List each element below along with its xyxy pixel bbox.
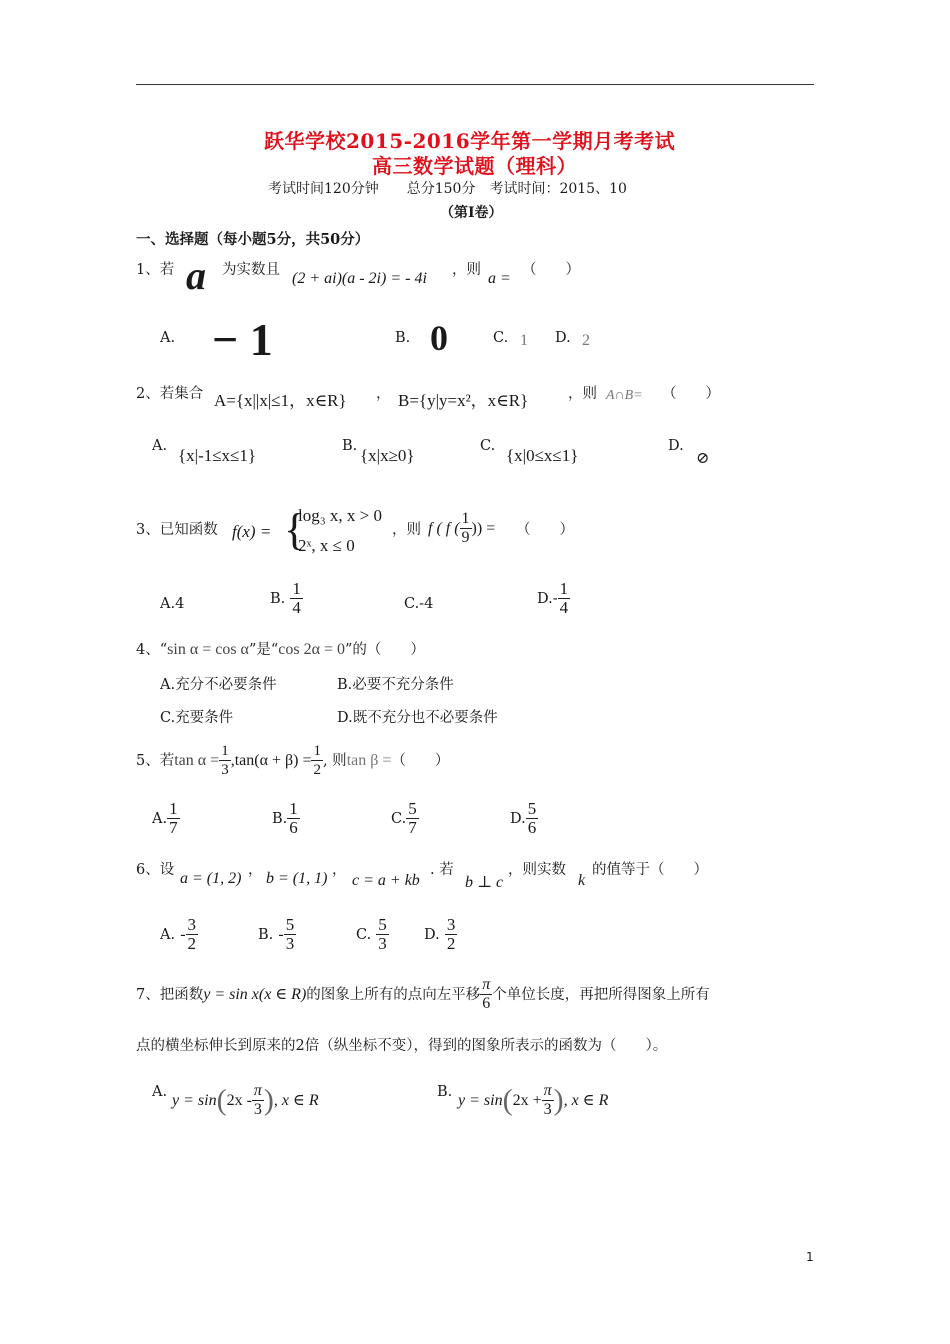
q5-option-a-fraction [167,800,180,837]
q5-option-b-fraction [287,800,300,837]
q7-option-b-denominator: 3 [543,1101,552,1118]
q6-number: 6、设 [136,862,175,878]
q2-option-b-label: B. [342,438,358,454]
q6-option-a-label: A. [160,927,176,943]
q6-option-b-label: B. [258,927,274,943]
question-5 [136,742,449,779]
q1-text: 为实数且 [222,262,280,278]
q4-expr-1: sin α = cos α [167,641,249,658]
q1-option-a-value: − 1 [212,314,273,365]
q3-fx: f(x) = [232,522,272,541]
q3-option-d-label: D.- [537,591,558,607]
q6-vector-b: b = (1, 1) [266,870,328,887]
q3-option-b-numerator: 1 [292,579,301,598]
q5-option-b [272,800,300,837]
q7-option-b-close-paren: ) [553,1083,564,1117]
q6-option-c-denominator: 3 [378,934,387,953]
q7-option-b-prefix: y = sin [458,1092,503,1109]
q5-option-c-denominator: 7 [408,818,417,837]
q5-ask: tan β = [346,752,392,769]
q6-option-d-fraction [445,916,458,953]
q6-option-a-sign: - [180,926,186,943]
q7-shift-fraction [480,976,492,1013]
q4-expr-2: cos 2α = 0 [278,641,345,658]
q7-option-b-label: B. [437,1084,453,1100]
q5-option-a-label: A. [152,811,168,827]
q7-option-a-open-paren: ( [216,1083,227,1117]
q5-option-a-numerator: 1 [169,799,178,818]
q7-option-b [458,1082,608,1119]
q1-number: 1、若 [136,262,175,278]
q1-option-d-label: D. [555,330,571,346]
q4-mid: ”是“ [248,642,279,658]
q6-option-b [258,916,296,953]
q1-blank: （ ） [522,262,580,278]
q6-option-c [356,916,389,953]
q5-number: 5、若 [136,753,175,769]
q5-denominator-2: 2 [313,762,321,778]
q5-option-d-fraction [526,800,539,837]
q6-vector-c: c = a + kb [352,872,420,889]
q5-tan-alpha: tan α = [174,752,220,769]
q7-text-2: 个单位长度，再把所得图象上所有 [492,987,710,1003]
q7-option-a-close-paren: ) [263,1083,274,1117]
q6-perp: b ⊥ c [465,874,504,891]
q6-option-a-numerator: 3 [187,915,197,934]
q1-ask: a = [488,270,511,287]
q3-then: ，则 [392,522,421,538]
q2-option-a-value: {x|-1≤x≤1} [178,446,257,465]
q7-option-a-prefix: y = sin [172,1092,217,1109]
q7-option-a-denominator: 3 [253,1101,262,1118]
q3-ask-numerator: 1 [461,510,470,527]
q1-option-b-label: B. [395,330,411,346]
q7-option-b-inner: 2x + [512,1092,542,1109]
q1-equation: (2 + ai)(a - 2i) = - 4i [292,270,427,287]
q2-then: ，则 [568,386,597,402]
q5-mid: ,tan(α + β) = [230,752,312,769]
q4-end: ”的（ ） [345,642,425,658]
q3-option-d-fraction [558,580,571,617]
q6-option-b-denominator: 3 [285,934,295,953]
q7-text-1: 的图象上所有的点向左平移 [306,987,481,1003]
q6-if: . 若 [430,862,454,878]
q7-option-b-tail: , x ∈ R [563,1092,609,1109]
q7-option-a-tail: , x ∈ R [273,1092,319,1109]
q5-blank: （ ） [391,753,450,769]
q3-ask-denominator: 9 [461,529,470,546]
q6-option-a-fraction [186,916,199,953]
q3-option-b-fraction [290,580,303,617]
q6-option-c-fraction [376,916,389,953]
q2-set-a: A={x||x|≤1，x∈R} [214,391,347,410]
exam-title-line2: 高三数学试题（理科） [372,154,577,178]
q1-option-c-value: 1 [520,332,528,349]
q5-option-c-numerator: 5 [408,799,417,818]
question-4 [136,638,425,659]
q2-number: 2、若集合 [136,386,204,402]
q3-option-d-denominator: 4 [559,598,569,617]
q2-option-b-value: {x|x≥0} [360,446,415,465]
q4-option-a: A.充分不必要条件 [160,677,277,693]
q2-blank: （ ） [662,386,720,402]
q3-option-d-numerator: 1 [559,579,569,598]
q3-ask-pre: f ( f ( [428,520,460,537]
q6-option-c-label: C. [356,927,372,943]
q6-option-b-sign: - [278,926,284,943]
q7-line-2: 点的横坐标伸长到原来的2倍（纵坐标不变），得到的图象所表示的函数为（ ）。 [136,1038,668,1054]
q7-domain: (x ∈ R) [258,986,307,1003]
q7-shift-denominator: 6 [482,995,491,1012]
q6-option-d [424,916,457,953]
q6-option-d-numerator: 3 [446,915,456,934]
q5-denominator-1: 3 [221,762,229,778]
q5-option-d-numerator: 5 [527,799,537,818]
q3-option-b-label: B. [270,591,286,607]
q7-option-a-numerator: π [253,1082,262,1099]
q6-option-d-denominator: 2 [446,934,456,953]
q6-k: k [578,872,586,889]
q5-option-d-denominator: 6 [527,818,537,837]
q6-option-d-label: D. [424,927,440,943]
q5-option-d-label: D. [510,811,526,827]
q5-option-a [152,800,180,837]
q1-then: ，则 [452,262,481,278]
header-rule [136,84,814,85]
q7-shift-numerator: π [482,976,491,993]
q3-case-1: log₃ x, x > 0 [298,506,382,525]
q3-number: 3、已知函数 [136,522,218,538]
q5-option-a-denominator: 7 [169,818,178,837]
q3-blank: （ ） [516,522,574,538]
q2-option-d-label: D. [668,438,684,454]
q1-option-d-value: 2 [582,332,590,349]
q3-option-d [537,580,570,617]
q3-ask [428,510,495,547]
q5-option-b-denominator: 6 [289,818,298,837]
q5-fraction-2 [311,742,323,779]
question-7-line-1 [136,976,710,1013]
q3-option-b [270,580,303,617]
question-1 [136,258,174,279]
q7-option-a-fraction [252,1082,264,1119]
q5-option-c-fraction [406,800,419,837]
q7-option-b-fraction [542,1082,554,1119]
q5-option-b-label: B. [272,811,288,827]
q5-then: , 则 [322,753,347,769]
q7-number: 7、把函数 [136,987,204,1003]
q6-option-b-numerator: 5 [285,915,295,934]
q6-sep-2: ， [332,862,347,878]
q3-option-b-denominator: 4 [292,598,301,617]
q5-fraction-1 [219,742,231,779]
q3-brace: { [284,505,306,554]
q3-option-a: A.4 [160,596,185,612]
page-number: 1 [806,1250,814,1264]
q5-option-b-numerator: 1 [289,799,298,818]
exam-info: 考试时间120分钟 总分150分 考试时间：2015、10 [268,181,627,197]
q6-option-a-denominator: 2 [187,934,197,953]
q4-number: 4、“ [136,642,168,658]
q3-ask-post: )) = [471,520,496,537]
q5-option-c [391,800,419,837]
exam-title-line1: 跃华学校2015-2016学年第一学期月考考试 [264,129,676,153]
q4-option-c: C.充要条件 [160,710,234,726]
q5-option-c-label: C. [391,811,407,827]
q2-option-a-label: A. [152,438,168,454]
q7-option-a-inner: 2x - [226,1092,252,1109]
q6-option-b-fraction [284,916,297,953]
q6-vector-a: a = (1, 2) [180,870,242,887]
q1-option-c-label: C. [493,330,509,346]
q6-end: 的值等于（ ） [592,862,708,878]
q2-option-d-value: ⊘ [696,450,710,467]
q3-ask-fraction [460,510,472,547]
q2-option-c-value: {x|0≤x≤1} [506,446,579,465]
q5-numerator-1: 1 [221,743,229,759]
q7-option-b-numerator: π [543,1082,552,1099]
q2-ask: A∩B= [606,388,643,403]
q7-option-a [172,1082,319,1119]
q4-option-d: D.既不充分也不必要条件 [337,710,498,726]
q6-sep-1: ， [248,862,263,878]
q4-option-b: B.必要不充分条件 [337,677,454,693]
q7-option-b-open-paren: ( [502,1083,513,1117]
q6-option-c-numerator: 5 [378,915,387,934]
q3-case-2: 2ˣ, x ≤ 0 [298,536,355,555]
q3-option-c: C.-4 [404,596,434,612]
q7-function: y = sin x [203,986,259,1003]
q2-set-b: B={y|y=x²，x∈R} [398,391,529,410]
q7-option-a-label: A. [152,1084,168,1100]
volume-label: （第Ⅰ卷） [440,205,503,221]
q5-numerator-2: 1 [313,743,321,759]
q1-option-a-label: A. [160,330,176,346]
section-heading: 一、选择题（每小题5分，共50分） [136,231,370,248]
q2-option-c-label: C. [480,438,496,454]
q1-option-b-value: 0 [430,318,448,358]
q1-variable: a [186,253,206,298]
q2-comma: ， [376,386,391,402]
q6-option-a [160,916,198,953]
q5-option-d [510,800,538,837]
q6-then: ，则实数 [508,862,566,878]
